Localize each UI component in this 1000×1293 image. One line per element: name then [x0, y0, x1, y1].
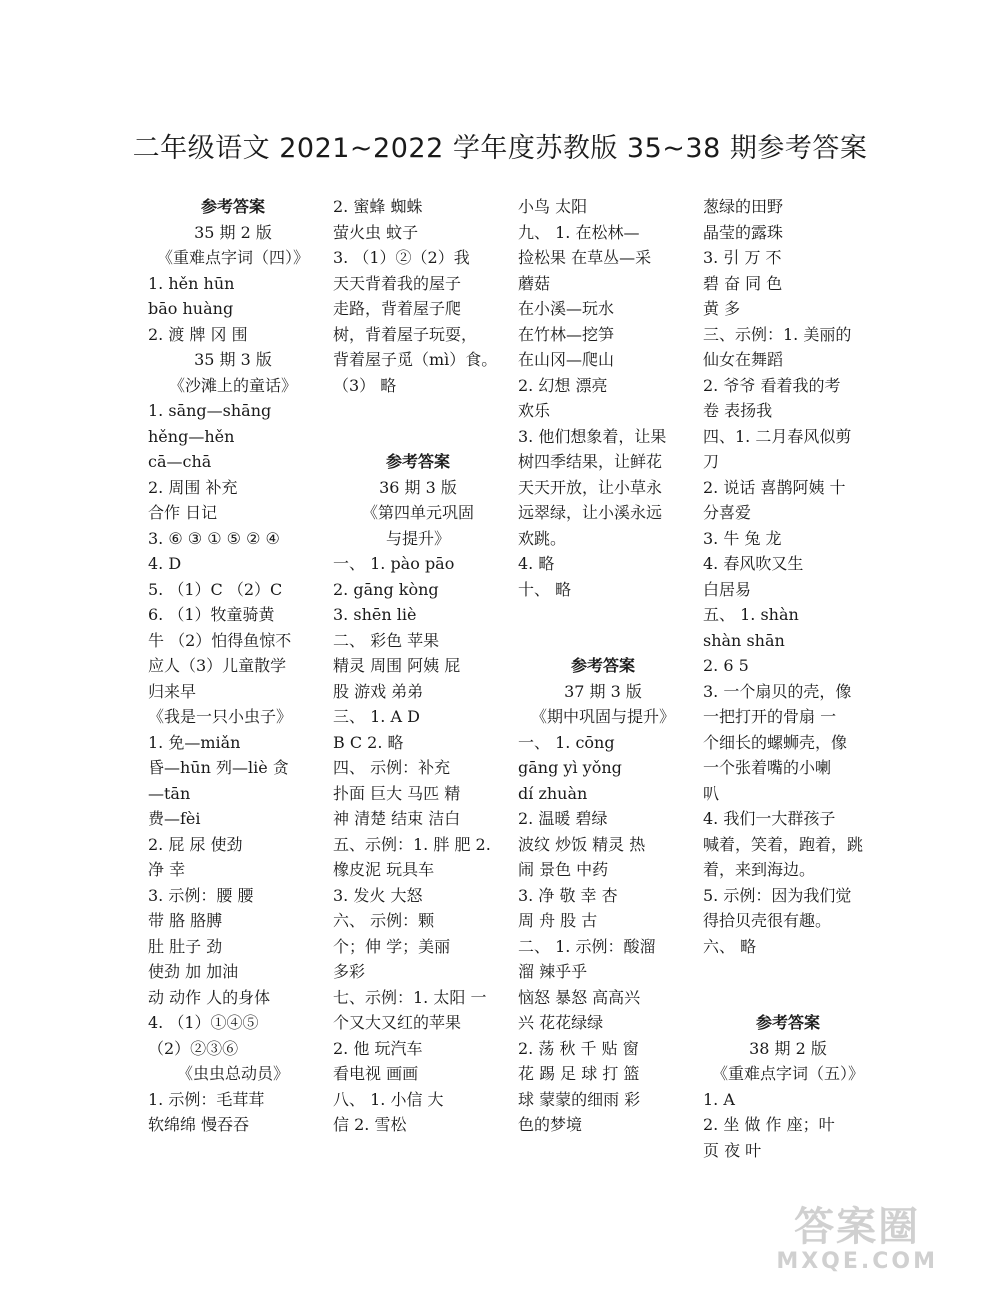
answer-line: 得拾贝壳很有趣。	[703, 911, 832, 930]
answer-line: 多彩	[333, 962, 366, 981]
answer-line: 2. 温暖 碧绿	[518, 809, 608, 828]
answer-line: 一把打开的骨扇 一	[703, 707, 837, 726]
answer-line: 在竹林—挖笋	[518, 324, 615, 344]
answer-line: 2. 幻想 漂亮	[518, 375, 608, 395]
answer-line: 3. 净 敬 幸 杏	[518, 885, 618, 905]
answer-line: 1. A	[703, 1089, 735, 1109]
answer-line: 走路，背着屋子爬	[333, 299, 462, 318]
answer-column-1	[148, 194, 318, 1138]
section-heading: 参考答案	[755, 1013, 820, 1032]
answer-line: 1. 示例：毛茸茸	[148, 1089, 265, 1109]
answer-line: 37 期 3 版	[564, 681, 642, 701]
answer-line: 4. 略	[518, 554, 555, 573]
spacer	[333, 398, 503, 424]
answer-line: 在山冈—爬山	[518, 350, 615, 369]
answer-line: gāng yì yǒng	[518, 758, 622, 777]
answer-line: 卷 表扬我	[703, 401, 773, 420]
answer-column-3	[518, 194, 688, 1138]
answer-line: 远翠绿，让小溪永远	[518, 503, 663, 522]
answer-line: 35 期 3 版	[194, 350, 272, 369]
spacer	[518, 602, 688, 628]
answer-line: 五、 1. shàn	[703, 605, 799, 624]
answer-line: 36 期 3 版	[379, 477, 457, 497]
watermark-text-bottom: MXQE.COM	[776, 1249, 938, 1274]
answer-line: 3. （1）②（2）我	[333, 248, 470, 267]
spacer	[333, 424, 503, 450]
answer-line: 叭	[703, 783, 720, 803]
answer-line: 动 动作 人的身体	[148, 987, 271, 1007]
answer-line: 页 夜 叶	[703, 1140, 762, 1160]
answer-line: 2. 坐 做 作 座；叶	[703, 1115, 835, 1134]
answer-line: 二、 1. 示例：酸溜	[518, 936, 656, 956]
answer-line: 六、 略	[703, 936, 757, 956]
answer-column-4	[703, 194, 873, 1163]
answer-line: 肚 肚子 劲	[148, 936, 223, 956]
answer-line: 二、 彩色 苹果	[333, 630, 440, 650]
answer-line: 4. 春风吹又生	[703, 554, 804, 573]
answer-line: 在小溪—玩水	[518, 299, 615, 318]
answer-line: 2. gāng kòng	[333, 579, 439, 599]
answer-line: shàn shān	[703, 630, 785, 650]
answer-line: 35 期 2 版	[194, 222, 272, 242]
answer-line: 《沙滩上的童话》	[168, 375, 297, 395]
answer-line: 2. 渡 牌 冈 围	[148, 324, 248, 344]
spacer	[703, 985, 873, 1011]
answer-line: 分喜爱	[703, 503, 752, 522]
answer-line: 一个张着嘴的小喇	[703, 758, 832, 777]
answer-line: 三、 1. A D	[333, 707, 420, 726]
answer-line: 树四季结果，让鲜花	[518, 452, 663, 471]
watermark-text-top: 答案圈	[794, 1204, 921, 1250]
answer-line: 6. （1）牧童骑黄	[148, 605, 275, 624]
answer-line: 树，背着屋子玩耍，	[333, 324, 478, 344]
answer-line: 2. 爷爷 看着我的考	[703, 375, 841, 395]
answer-line: cā—chā	[148, 452, 212, 471]
answer-line: 八、 1. 小信 大	[333, 1089, 444, 1109]
answer-line: （3） 略	[333, 375, 397, 395]
answer-line: 天天背着我的屋子	[333, 273, 462, 293]
answer-line: 闹 景色 中药	[518, 860, 609, 879]
answer-line: 仙女在舞蹈	[703, 350, 784, 369]
answer-line: 2. 蜜蜂 蜘蛛	[333, 197, 423, 216]
section-heading: 参考答案	[200, 197, 265, 216]
answer-line: 波纹 炒饭 精灵 热	[518, 834, 646, 854]
answer-line: 《第四单元巩固	[361, 503, 474, 522]
answer-line: 九、 1. 在松林—	[518, 222, 640, 242]
answer-line: 周 舟 股 古	[518, 911, 598, 930]
answer-line: dí zhuàn	[518, 783, 588, 803]
answer-line: 《虫虫总动员》	[176, 1064, 289, 1083]
answer-line: 个细长的螺蛳壳，像	[703, 732, 848, 752]
page-title: 二年级语文 2021~2022 学年度苏教版 35~38 期参考答案	[132, 133, 868, 164]
answer-line: 个又大又红的苹果	[333, 1013, 462, 1032]
answer-line: 归来早	[148, 681, 197, 701]
answer-line: 软绵绵 慢吞吞	[148, 1115, 250, 1134]
answer-line: 合作 日记	[148, 503, 218, 522]
answer-line: 与提升》	[385, 528, 450, 548]
spacer	[518, 628, 688, 654]
answer-line: 背着屋子觅（mì）食。	[333, 350, 498, 369]
answer-line: 1. sāng—shāng	[148, 401, 272, 420]
answer-line: 十、 略	[518, 579, 572, 599]
answer-line: 38 期 2 版	[749, 1038, 827, 1058]
answer-line: 应人（3）儿童散学	[148, 656, 287, 675]
answer-line: 白居易	[703, 579, 752, 599]
answer-line: 橡皮泥 玩具车	[333, 860, 435, 879]
answer-line: 2. 6 5	[703, 656, 749, 675]
answer-line: 1. 免—miǎn	[148, 732, 241, 752]
answer-line: 球 蒙蒙的细雨 彩	[518, 1089, 641, 1109]
answer-line: 股 游戏 弟弟	[333, 681, 424, 701]
answer-line: 葱绿的田野	[703, 197, 784, 216]
answer-line: 3. 示例：腰 腰	[148, 885, 254, 905]
answer-line: 三、示例：1. 美丽的	[703, 324, 852, 344]
answer-line: hěng—hěn	[148, 426, 235, 446]
answer-line: 使劲 加 加油	[148, 962, 239, 981]
spacer	[703, 959, 873, 985]
answer-line: 一、 1. cōng	[518, 732, 615, 752]
answer-line: 3. shēn liè	[333, 605, 417, 624]
answer-line: 3. 一个扇贝的壳，像	[703, 681, 852, 701]
answer-line: 花 踢 足 球 打 篮	[518, 1064, 640, 1083]
answer-line: （2）②③⑥	[148, 1038, 239, 1058]
answer-line: 小鸟 太阳	[518, 197, 588, 216]
section-heading: 参考答案	[570, 656, 635, 675]
answer-line: 2. 他 玩汽车	[333, 1038, 423, 1058]
answer-line: 4. D	[148, 554, 182, 573]
answer-line: 晶莹的露珠	[703, 222, 784, 242]
answer-line: 看电视 画画	[333, 1064, 419, 1083]
answer-line: 个；伸 学；美丽	[333, 936, 451, 956]
answer-line: 五、示例：1. 胖 肥 2.	[333, 834, 491, 854]
answer-line: B C 2. 略	[333, 732, 404, 752]
answer-line: 2. 屁 尿 使劲	[148, 834, 243, 854]
answer-line: 恼怒 暴怒 高高兴	[518, 987, 641, 1007]
answer-line: 带 胳 胳膊	[148, 911, 223, 930]
answer-line: 捡松果 在草丛—采	[518, 248, 652, 267]
answer-line: 《重难点字词（四）》	[156, 248, 309, 267]
answer-line: 碧 奋 同 色	[703, 273, 783, 293]
answer-line: 精灵 周围 阿姨 屁	[333, 656, 461, 675]
answer-line: 2. 荡 秋 千 贴 窗	[518, 1038, 639, 1058]
answer-line: 净 幸	[148, 860, 186, 879]
answer-line: 3. 牛 兔 龙	[703, 528, 782, 548]
answer-line: 着，来到海边。	[703, 860, 816, 879]
answer-line: 刀	[703, 452, 720, 471]
answer-line: 欢乐	[518, 401, 551, 420]
answer-line: 四、 示例：补充	[333, 758, 451, 777]
answer-line: 3. ⑥ ③ ① ⑤ ② ④	[148, 528, 280, 548]
answer-line: 4. （1）①④⑤	[148, 1013, 259, 1032]
section-heading: 参考答案	[385, 452, 450, 471]
answer-line: 昏—hūn 列—liè 贪	[148, 758, 289, 777]
answer-line: 3. 引 万 不	[703, 248, 782, 267]
answer-line: 欢跳。	[518, 528, 567, 548]
answer-line: bāo huàng	[148, 299, 234, 318]
answer-line: 黄 多	[703, 299, 741, 318]
answer-line: 天天开放，让小草永	[518, 477, 663, 497]
answer-line: 萤火虫 蚊子	[333, 222, 419, 242]
answer-line: 2. 说话 喜鹊阿姨 十	[703, 477, 846, 497]
answer-line: 5. （1）C （2）C	[148, 579, 283, 599]
answer-line: 六、 示例：颗	[333, 911, 435, 930]
answer-line: 蘑菇	[518, 273, 551, 293]
answer-line: 扑面 巨大 马匹 精	[333, 783, 461, 803]
answer-line: 神 清楚 结束 洁白	[333, 809, 461, 828]
answer-line: 费—fèi	[148, 809, 201, 828]
answer-line: 牛 （2）怕得鱼惊不	[148, 630, 292, 650]
answer-line: 七、示例：1. 太阳 一	[333, 987, 487, 1007]
watermark-logo	[776, 1205, 938, 1275]
answer-line: 《期中巩固与提升》	[530, 707, 675, 726]
answer-line: 一、 1. pào pāo	[333, 554, 455, 573]
answer-line: 色的梦境	[518, 1115, 583, 1134]
answer-line: 《重难点字词（五）》	[711, 1064, 864, 1083]
answer-line: 信 2. 雪松	[333, 1115, 407, 1134]
answer-line: 2. 周围 补充	[148, 477, 238, 497]
answer-line: 喊着，笑着，跑着，跳	[703, 834, 864, 854]
answer-line: 四、1. 二月春风似剪	[703, 426, 852, 446]
answer-line: 4. 我们一大群孩子	[703, 809, 836, 828]
answer-line: 溜 辣乎乎	[518, 962, 588, 981]
answer-line: 《我是一只小虫子》	[148, 707, 293, 726]
answer-line: 3. 发火 大怒	[333, 885, 423, 905]
answer-line: 3. 他们想象着，让果	[518, 426, 667, 446]
answer-column-2	[333, 194, 503, 1138]
answer-line: 5. 示例：因为我们觉	[703, 885, 852, 905]
answer-line: 兴 花花绿绿	[518, 1013, 604, 1032]
answer-line: 1. hěn hūn	[148, 273, 235, 293]
answer-line: —tān	[148, 783, 191, 803]
